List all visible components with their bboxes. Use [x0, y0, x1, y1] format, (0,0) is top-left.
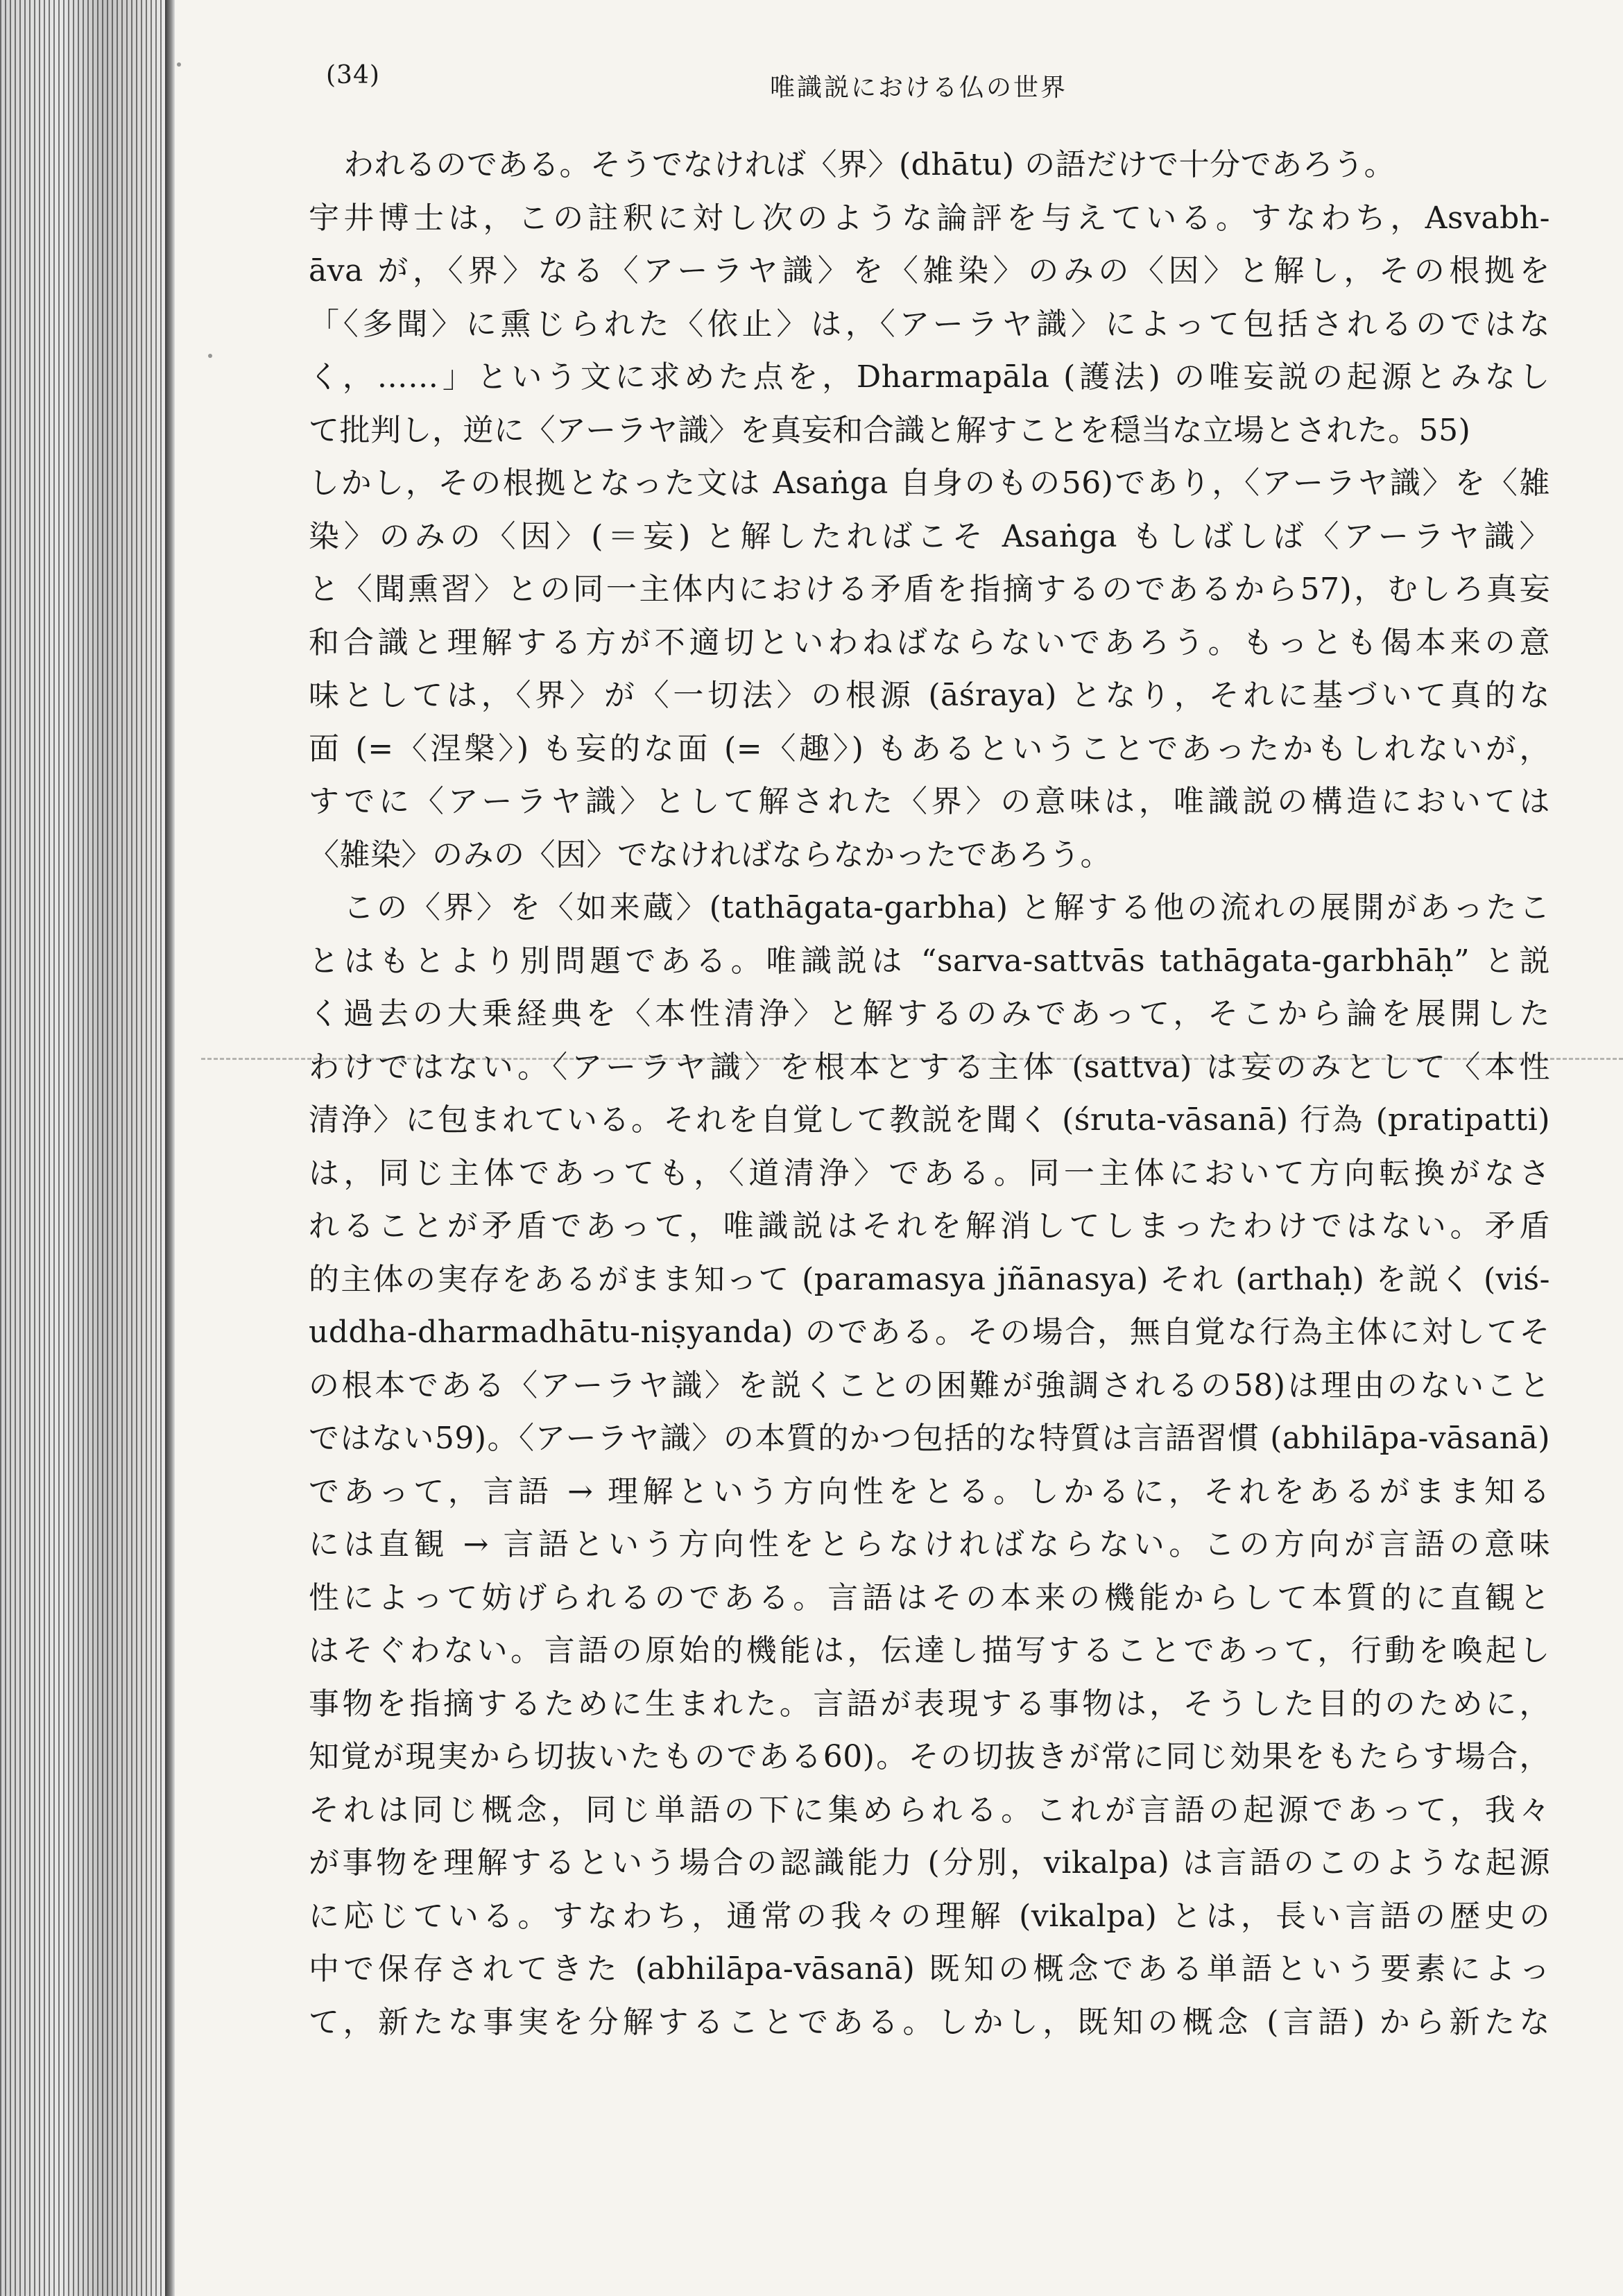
text-line: が事物を理解するという場合の認識能力 (分別，vikalpa) は言語のこのような起源 [309, 1845, 1550, 1881]
text-line: 中で保存されてきた (abhilāpa-vāsanā) 既知の概念である単語という要素によっ [309, 1951, 1550, 1987]
text-line: 的主体の実存をあるがまま知って (paramasya jñānasya) それ (arthaḥ) を説く (viś- [309, 1261, 1550, 1297]
text-line: 染〉のみの〈因〉(＝妄) と解したればこそ Asaṅga もしばしば〈アーラヤ識〉 [309, 518, 1550, 554]
text-line: 宇井博士は，この註釈に対し次のような論評を与えている。すなわち，Asvabh- [309, 200, 1550, 236]
text-line: の根本である〈アーラヤ識〉を説くことの困難が強調されるの58)は理由のないこと [309, 1367, 1550, 1403]
text-line: 性によって妨げられるのである。言語はその本来の機能からして本質的に直観と [309, 1579, 1550, 1616]
text-line: 和合識と理解する方が不適切といわねばならないであろう。もっとも偈本来の意 [309, 624, 1550, 660]
scan-speck [208, 354, 212, 358]
text-line: とはもとより別問題である。唯識説は “sarva-sattvās tathāgata-garbhāḥ” と説 [309, 943, 1550, 979]
text-line: ではない59)。〈アーラヤ識〉の本質的かつ包括的な特質は言語習慣 (abhilāpa-vāsanā) [309, 1421, 1550, 1456]
text-line: しかし，その根拠となった文は Asaṅga 自身のもの56)であり，〈アーラヤ識〉を〈雑 [309, 465, 1550, 501]
text-line: すでに〈アーラヤ識〉として解された〈界〉の意味は，唯識説の構造においては [309, 784, 1550, 819]
text-line: わけではない。〈アーラヤ識〉を根本とする主体 (sattva) は妄のみとして〈本性 [309, 1049, 1550, 1085]
text-line: は，同じ主体であっても，〈道清浄〉である。同一主体において方向転換がなさ [309, 1155, 1550, 1191]
text-line: 事物を指摘するために生まれた。言語が表現する事物は，そうした目的のために， [309, 1686, 1550, 1722]
text-line: はそぐわない。言語の原始的機能は，伝達し描写することであって，行動を喚起し [309, 1633, 1550, 1668]
text-line: われるのである。そうでなければ〈界〉(dhātu) の語だけで十分であろう。 [343, 147, 1396, 182]
book-gutter-edge [165, 0, 175, 2296]
text-line: それは同じ概念，同じ単語の下に集められる。これが言語の起源であって，我々 [309, 1792, 1550, 1828]
text-line: には直観 → 言語という方向性をとらなければならない。この方向が言語の意味 [309, 1527, 1550, 1562]
page-number: (34) [326, 61, 380, 89]
text-line: uddha-dharmadhātu-niṣyanda) のである。その場合，無自覚な行為主体に対してそ [309, 1314, 1550, 1350]
body-text [309, 139, 1550, 2049]
text-line: 面 (=〈涅槃〉) も妄的な面 (=〈趣〉) もあるということであったかもしれないが， [309, 730, 1550, 766]
page-header [326, 61, 1561, 110]
text-line: れることが矛盾であって，唯識説はそれを解消してしまったわけではない。矛盾 [309, 1208, 1550, 1244]
text-line: 「〈多聞〉に熏じられた〈依止〉は，〈アーラヤ識〉によって包括されるのではな [309, 306, 1550, 342]
book-spine-shadow [0, 0, 173, 2296]
text-line: て批判し，逆に〈アーラヤ識〉を真妄和合識と解すことを穏当な立場とされた。55) [309, 412, 1471, 448]
running-title: 唯識説における仏の世界 [770, 74, 1068, 102]
scan-speck [177, 62, 181, 67]
text-line: く，……」という文に求めた点を，Dharmapāla (護法) の唯妄説の起源とみなし [309, 359, 1550, 395]
text-line: 清浄〉に包まれている。それを自覚して教説を聞く (śruta-vāsanā) 行為 (pratipatti) [309, 1102, 1550, 1138]
text-line: この〈界〉を〈如来蔵〉(tathāgata-garbha) と解する他の流れの展開があったこ [343, 890, 1550, 925]
text-line: て，新たな事実を分解することである。しかし，既知の概念 (言語) から新たな [309, 2004, 1550, 2040]
text-line: 味としては，〈界〉が〈一切法〉の根源 (āśraya) となり，それに基づいて真的な [309, 678, 1550, 713]
text-line: āva が，〈界〉なる〈アーラヤ識〉を〈雑染〉のみの〈因〉と解し，その根拠を [309, 253, 1550, 289]
text-line: く過去の大乗経典を〈本性清浄〉と解するのみであって，そこから論を展開した [309, 996, 1550, 1031]
text-line: 知覚が現実から切抜いたものである60)。その切抜きが常に同じ効果をもたらす場合， [309, 1739, 1550, 1774]
text-line: に応じている。すなわち，通常の我々の理解 (vikalpa) とは，長い言語の歴史の [309, 1898, 1550, 1934]
text-line: 〈雑染〉のみの〈因〉でなければならなかったであろう。 [309, 837, 1111, 873]
text-line: であって，言語 → 理解という方向性をとる。しかるに，それをあるがまま知る [309, 1473, 1550, 1509]
text-line: と〈聞熏習〉との同一主体内における矛盾を指摘するのであるから57)，むしろ真妄 [309, 572, 1550, 607]
